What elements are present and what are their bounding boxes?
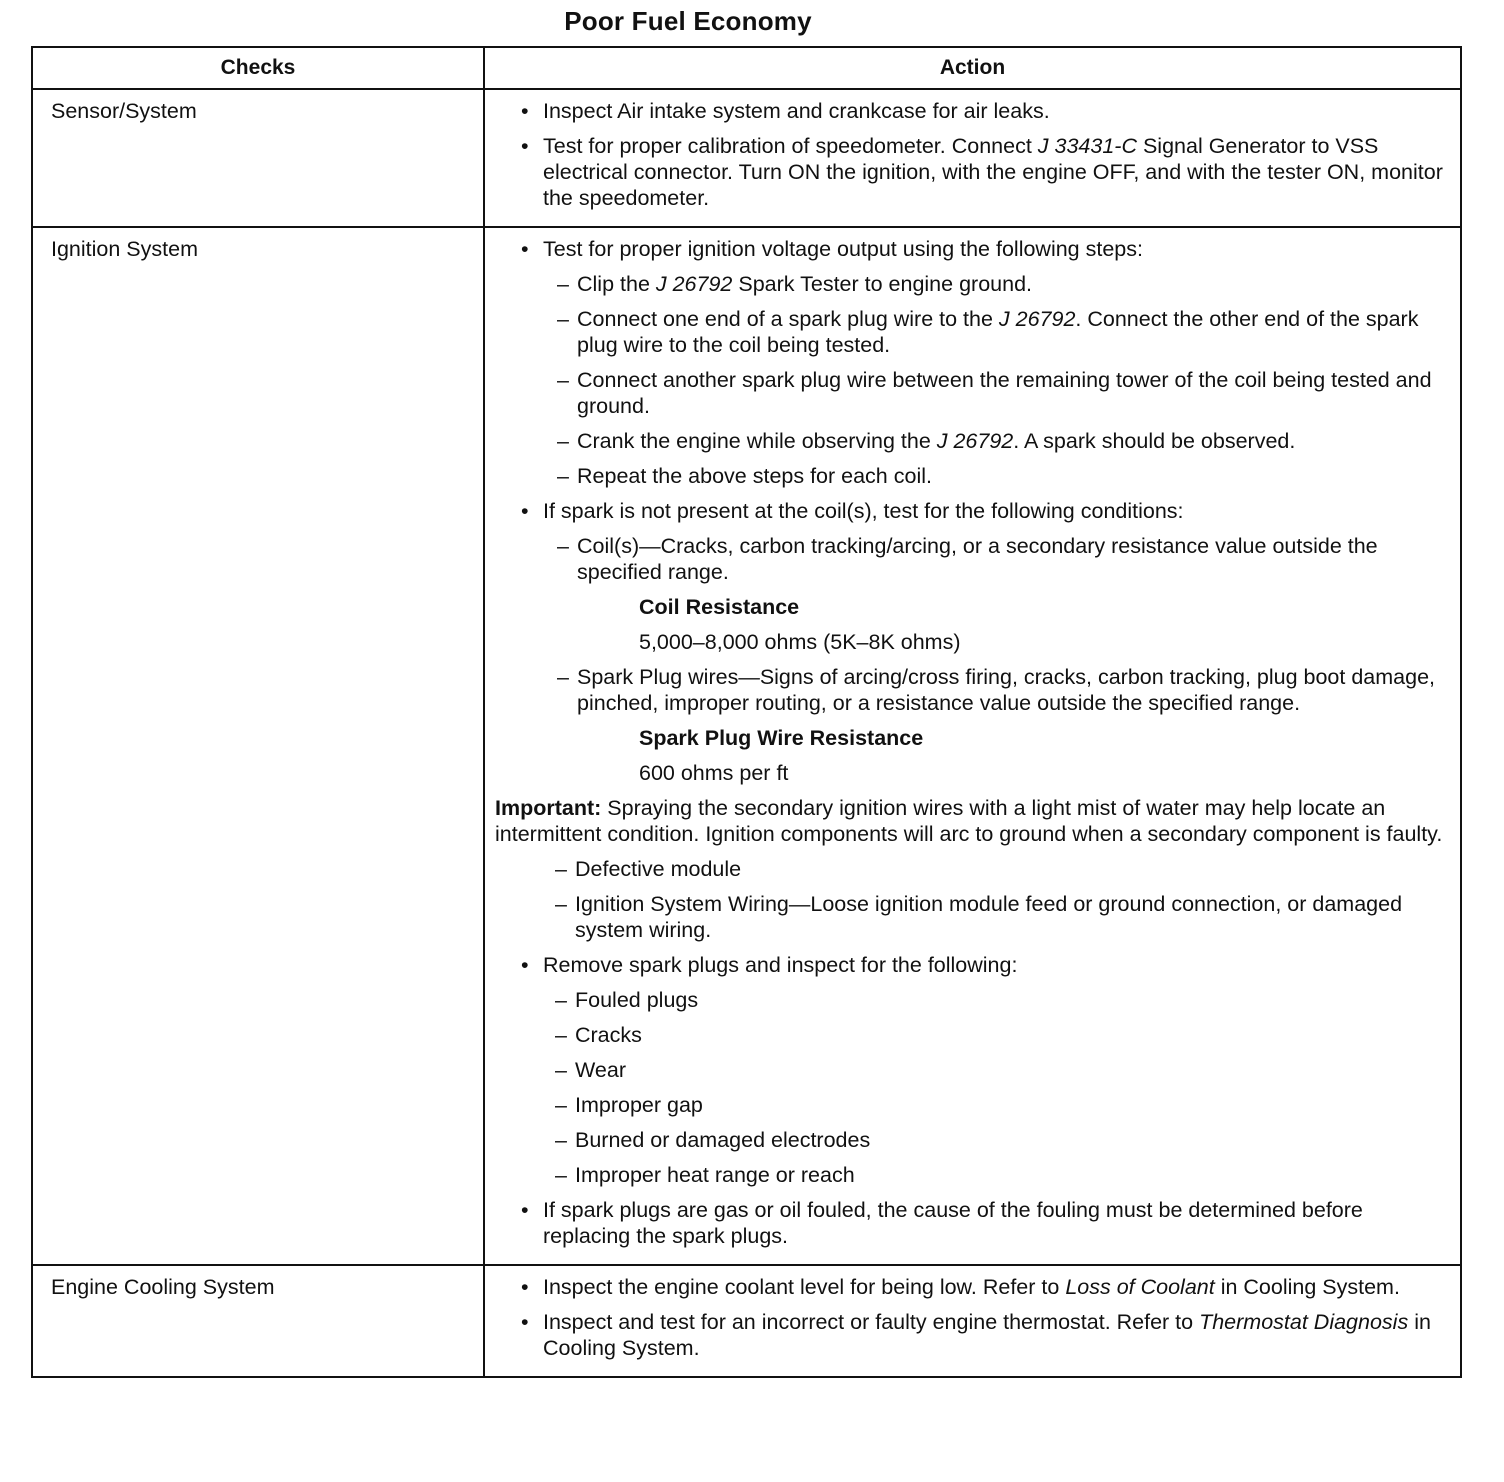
action-cell: [484, 1265, 1461, 1377]
inspect-item: – Wear: [495, 1057, 1448, 1083]
action-bullet: [495, 1274, 1448, 1300]
inspect-item: – Improper heat range or reach: [495, 1162, 1448, 1188]
check-cell: Ignition System: [32, 227, 484, 1265]
header-action: Action: [484, 47, 1461, 89]
text: Signal Generator to VSS electrical connector. Turn ON the ignition, with the engine OFF, and with the tester ON, monitor the speedometer.: [543, 134, 1443, 210]
table-header-row: [32, 47, 1461, 89]
action-bullet: • Remove spark plugs and inspect for the following:: [495, 952, 1448, 978]
spec-label: Spark Plug Wire Resistance: [639, 726, 924, 750]
header-checks: Checks: [32, 47, 484, 89]
text: Spark Tester to engine ground.: [732, 272, 1032, 296]
text: in Cooling System.: [543, 1310, 1431, 1360]
text: Connect one end of a spark plug wire to the: [577, 307, 999, 331]
check-cell: Engine Cooling System: [32, 1265, 484, 1377]
action-bullet: • Test for proper ignition voltage output using the following steps:: [495, 236, 1448, 262]
spec-label: Coil Resistance: [639, 595, 800, 619]
condition-item: – Ignition System Wiring—Loose ignition module feed or ground connection, or damaged system wiring.: [495, 891, 1448, 943]
action-bullet: • If spark is not present at the coil(s), test for the following conditions:: [495, 498, 1448, 524]
condition-item: – Spark Plug wires—Signs of arcing/cross firing, cracks, carbon tracking, plug boot damage, pinched, improper routing, or a resistance value outside the specified range.: [495, 664, 1448, 716]
page-title: Poor Fuel Economy: [564, 6, 812, 36]
action-cell: [484, 89, 1461, 227]
table-row: [32, 227, 1461, 1265]
doc-reference: Loss of Coolant: [1065, 1275, 1215, 1299]
action-step: – Repeat the above steps for each coil.: [495, 463, 1448, 489]
text: Inspect and test for an incorrect or faulty engine thermostat. Refer to: [543, 1310, 1200, 1334]
action-bullet: • Inspect Air intake system and crankcase for air leaks.: [495, 98, 1448, 124]
text: in Cooling System.: [1214, 1275, 1400, 1299]
tool-reference: J 26792: [655, 272, 733, 296]
text: Test for proper calibration of speedometer. Connect: [543, 134, 1038, 158]
text: . Connect the other end of the spark plug wire to the coil being tested.: [577, 307, 1419, 357]
important-label: Important:: [495, 796, 602, 820]
inspect-item: – Improper gap: [495, 1092, 1448, 1118]
text: Crank the engine while observing the: [577, 429, 937, 453]
tool-reference: J 26792: [998, 307, 1076, 331]
condition-item: – Coil(s)—Cracks, carbon tracking/arcing, or a secondary resistance value outside the specified range.: [495, 533, 1448, 585]
text: . A spark should be observed.: [1013, 429, 1296, 453]
table-row: [32, 89, 1461, 227]
inspect-item: – Burned or damaged electrodes: [495, 1127, 1448, 1153]
action-step: [495, 271, 1448, 297]
doc-reference: Thermostat Diagnosis: [1199, 1310, 1409, 1334]
inspect-item: – Cracks: [495, 1022, 1448, 1048]
action-step: [495, 428, 1448, 454]
action-bullet: • If spark plugs are gas or oil fouled, the cause of the fouling must be determined before replacing the spark plugs.: [495, 1197, 1448, 1249]
spec-value: 5,000–8,000 ohms (5K–8K ohms): [639, 630, 961, 654]
action-bullet: [495, 1309, 1448, 1361]
action-step: – Connect another spark plug wire between the remaining tower of the coil being tested and ground.: [495, 367, 1448, 419]
tool-reference: J 33431-C: [1037, 134, 1137, 158]
text: Clip the: [577, 272, 656, 296]
table-row: [32, 1265, 1461, 1377]
action-bullet: [495, 133, 1448, 211]
text: Inspect the engine coolant level for being low. Refer to: [543, 1275, 1066, 1299]
important-text: Spraying the secondary ignition wires with a light mist of water may help locate an intermittent condition. Ignition components will arc to ground when a secondary component is faulty.: [495, 796, 1443, 846]
diagnosis-table: [31, 46, 1462, 1378]
check-cell: Sensor/System: [32, 89, 484, 227]
tool-reference: J 26792: [936, 429, 1014, 453]
spec-value: 600 ohms per ft: [639, 761, 789, 785]
action-step: [495, 306, 1448, 358]
action-cell: [484, 227, 1461, 1265]
inspect-item: – Fouled plugs: [495, 987, 1448, 1013]
important-note: [495, 795, 1448, 847]
condition-item: – Defective module: [495, 856, 1448, 882]
